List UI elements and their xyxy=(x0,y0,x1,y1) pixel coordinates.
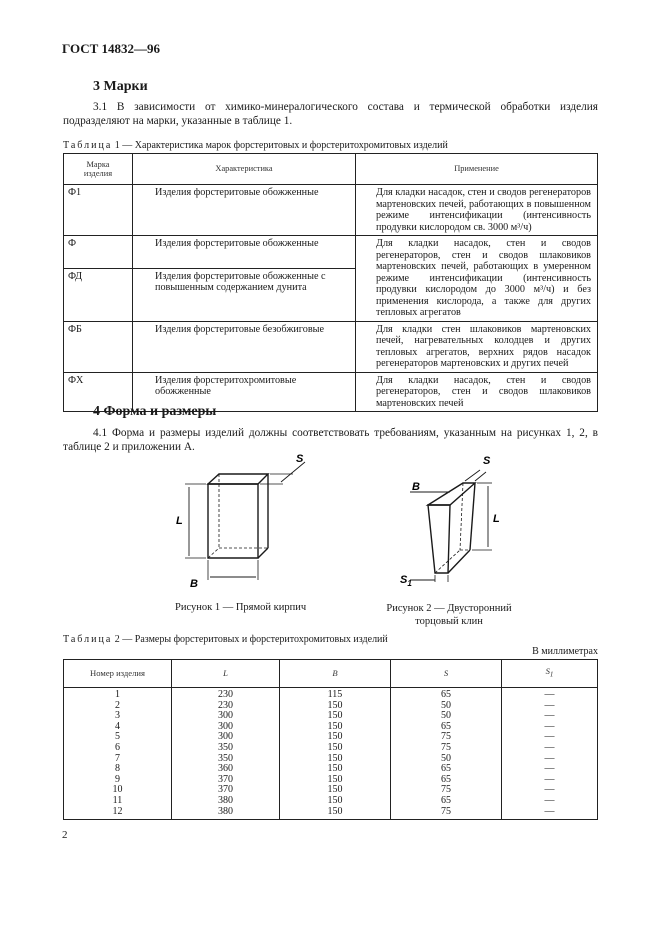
figure-1-caption: Рисунок 1 — Прямой кирпич xyxy=(175,602,307,613)
table-2-header-num: Номер изделия xyxy=(64,660,172,688)
table-row xyxy=(64,321,598,372)
cell-num: 10 xyxy=(64,785,172,796)
figure-1-label-b: B xyxy=(190,578,198,590)
cell-s: 50 xyxy=(391,754,502,765)
table-row xyxy=(64,688,598,701)
cell-b: 150 xyxy=(280,743,391,754)
cell-s: 65 xyxy=(391,796,502,807)
cell-s: 75 xyxy=(391,743,502,754)
cell-s: 50 xyxy=(391,711,502,722)
cell-s1: — xyxy=(502,775,598,786)
cell-l: 300 xyxy=(172,732,280,743)
table-cell-use: Для кладки насадок, стен и сводов регенераторов, стен и сводов шлаковиков мартеновских печей xyxy=(356,372,598,412)
cell-s1: — xyxy=(502,688,598,701)
cell-l: 370 xyxy=(172,775,280,786)
table-cell-mark: Ф1 xyxy=(64,185,133,236)
cell-l: 380 xyxy=(172,807,280,820)
cell-s: 65 xyxy=(391,764,502,775)
cell-b: 150 xyxy=(280,711,391,722)
cell-s: 65 xyxy=(391,688,502,701)
cell-s1: — xyxy=(502,754,598,765)
table-1-caption-label: Таблица xyxy=(63,140,113,151)
table-cell-char: Изделия форстеритовые обожженные xyxy=(133,236,356,269)
table-2-header-s1: $S_1$ xyxy=(502,660,598,688)
cell-l: 350 xyxy=(172,754,280,765)
table-2 xyxy=(63,659,598,820)
table-cell-char: Изделия форстеритовые обожженные xyxy=(133,185,356,236)
cell-num: 1 xyxy=(64,688,172,701)
cell-b: 150 xyxy=(280,775,391,786)
table-1-caption-text: 1 — Характеристика марок форстеритовых и форстеритохромитовых изделий xyxy=(114,140,448,151)
cell-l: 350 xyxy=(172,743,280,754)
figure-1-drawing xyxy=(185,462,305,580)
cell-s: 75 xyxy=(391,785,502,796)
cell-num: 5 xyxy=(64,732,172,743)
figure-2-label-s1-sub: 1 xyxy=(407,579,412,588)
table-2-caption-label: Таблица xyxy=(63,634,113,645)
cell-l: 360 xyxy=(172,764,280,775)
cell-l: 230 xyxy=(172,688,280,701)
figure-1-label-s: S xyxy=(296,453,304,465)
document-header: ГОСТ 14832—96 xyxy=(62,41,161,56)
cell-b: 150 xyxy=(280,701,391,712)
cell-num: 8 xyxy=(64,764,172,775)
cell-num: 12 xyxy=(64,807,172,820)
cell-s1: — xyxy=(502,796,598,807)
table-row xyxy=(64,796,598,807)
table-2-caption-text: 2 — Размеры форстеритовых и форстеритохромитовых изделий xyxy=(114,634,388,645)
table-row xyxy=(64,807,598,820)
figure-2-label-l: L xyxy=(493,513,500,525)
figure-2-caption xyxy=(379,602,519,628)
cell-s: 65 xyxy=(391,775,502,786)
cell-num: 6 xyxy=(64,743,172,754)
figure-2-double-wedge xyxy=(390,450,520,595)
table-cell-char: Изделия форстеритовые безобжиговые xyxy=(133,321,356,372)
cell-s1: — xyxy=(502,743,598,754)
table-cell-char: Изделия форстеритохромитовые обожженные xyxy=(133,372,356,412)
cell-l: 300 xyxy=(172,722,280,733)
table-cell-mark: ФД xyxy=(64,268,133,321)
cell-l: 300 xyxy=(172,711,280,722)
figure-1-straight-brick xyxy=(170,450,330,595)
cell-num: 3 xyxy=(64,711,172,722)
table-2-header-s: S xyxy=(391,660,502,688)
table-2-caption xyxy=(63,634,388,645)
cell-l: 380 xyxy=(172,796,280,807)
cell-b: 150 xyxy=(280,764,391,775)
cell-s: 75 xyxy=(391,807,502,820)
cell-s1: — xyxy=(502,807,598,820)
cell-s1: — xyxy=(502,701,598,712)
cell-s: 75 xyxy=(391,732,502,743)
section-3-title: 3 Марки xyxy=(93,79,148,94)
table-cell-mark: ФБ xyxy=(64,321,133,372)
cell-s1: — xyxy=(502,732,598,743)
cell-num: 4 xyxy=(64,722,172,733)
cell-b: 150 xyxy=(280,754,391,765)
cell-l: 230 xyxy=(172,701,280,712)
figure-2-label-s1: $S_1$ xyxy=(400,574,412,588)
cell-s1: — xyxy=(502,785,598,796)
cell-b: 115 xyxy=(280,688,391,701)
figure-2-drawing xyxy=(410,470,492,582)
figure-1-label-l: L xyxy=(176,515,183,527)
header-mark-line2: изделия xyxy=(83,169,113,178)
section-4-title: 4 Форма и размеры xyxy=(93,404,217,419)
table-cell-char: Изделия форстеритовые обожженные с повышенным содержанием дунита xyxy=(133,268,356,321)
paragraph-3-1: 3.1 В зависимости от химико-минералогического состава и термической обработки изделия подразделяют на марки, указанные в таблице 1. xyxy=(63,101,598,127)
cell-s1: — xyxy=(502,722,598,733)
cell-b: 150 xyxy=(280,807,391,820)
table-cell-use: Для кладки насадок, стен и сводов регенераторов, стен и сводов шлаковиков мартеновских печей, работающих в умеренном режиме интенсификации (интенсивность продувки кислородом до 3000 м³/ч) и без применения кислорода, а также для других тепловых агрегатов xyxy=(356,236,598,322)
table-2-units: В миллиметрах xyxy=(532,646,598,657)
table-1-header-use: Применение xyxy=(356,154,598,185)
cell-s: 65 xyxy=(391,722,502,733)
table-1-header-mark xyxy=(64,154,133,185)
figure-2-label-b: B xyxy=(412,481,420,493)
figure-2-caption-line2: торцовый клин xyxy=(415,616,483,627)
table-1-header-row xyxy=(64,154,598,185)
figure-2-label-s: S xyxy=(483,455,491,467)
table-1-caption xyxy=(63,140,448,151)
cell-s1: — xyxy=(502,764,598,775)
header-mark-line1: Марка xyxy=(86,159,110,169)
table-1-header-char: Характеристика xyxy=(133,154,356,185)
paragraph-4-1: 4.1 Форма и размеры изделий должны соответствовать требованиям, указанным на рисунках 1, 2, в таблице 2 и приложении А. xyxy=(63,427,598,453)
cell-s1: — xyxy=(502,711,598,722)
page-number: 2 xyxy=(62,829,68,841)
table-row xyxy=(64,185,598,236)
table-1 xyxy=(63,153,598,412)
table-cell-use: Для кладки насадок, стен и сводов регенераторов мартеновских печей, работающих в повышенном режиме интенсификации (интенсивность продувки кислородом св. 3000 м³/ч) xyxy=(356,185,598,236)
table-2-header-row xyxy=(64,660,598,688)
table-cell-use: Для кладки стен шлаковиков мартеновских печей, нагревательных колодцев и других тепловых агрегатов, верхних рядов насадок регенераторов мартеновских и других печей xyxy=(356,321,598,372)
cell-b: 150 xyxy=(280,722,391,733)
cell-num: 7 xyxy=(64,754,172,765)
figure-2-caption-line1: Рисунок 2 — Двусторонний xyxy=(386,603,512,614)
cell-num: 11 xyxy=(64,796,172,807)
s1-subscript: 1 xyxy=(549,671,554,680)
table-row xyxy=(64,236,598,269)
table-cell-mark: Ф xyxy=(64,236,133,269)
table-cell-mark: ФХ xyxy=(64,372,133,412)
cell-b: 150 xyxy=(280,732,391,743)
cell-b: 150 xyxy=(280,796,391,807)
cell-l: 370 xyxy=(172,785,280,796)
cell-num: 9 xyxy=(64,775,172,786)
cell-s: 50 xyxy=(391,701,502,712)
cell-num: 2 xyxy=(64,701,172,712)
cell-b: 150 xyxy=(280,785,391,796)
table-row xyxy=(64,743,598,754)
table-2-header-b: B xyxy=(280,660,391,688)
table-2-header-l: L xyxy=(172,660,280,688)
